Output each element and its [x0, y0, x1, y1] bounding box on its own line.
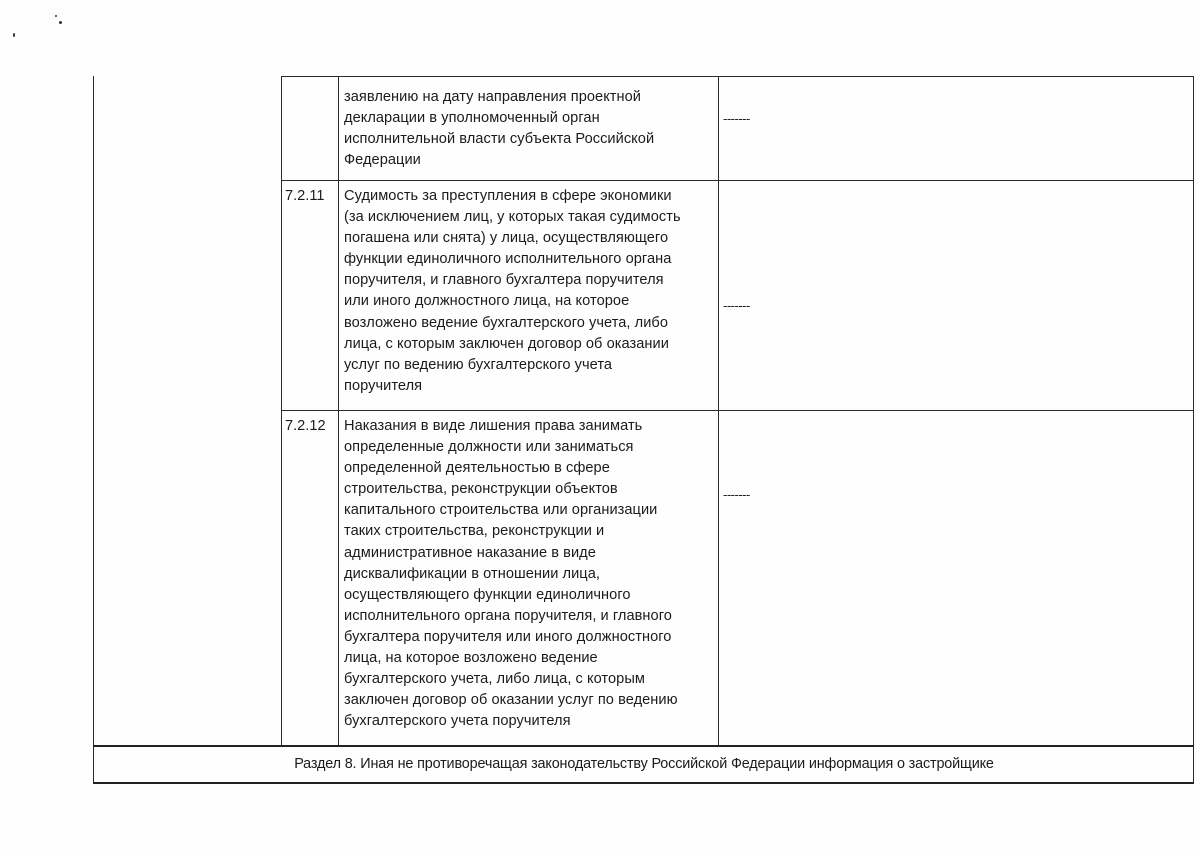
- table-outer-left-border: [93, 76, 94, 784]
- table-right-border: [1193, 76, 1194, 784]
- row-description: Судимость за преступления в сфере экономики (за исключением лиц, у которых такая судимость погашена или снята) у лица, осуществляющего функции единоличного исполнительного органа поручителя, и главного бухгалтера поручителя или иного должностного лица, на которое возложено ведение бухгалтерского учета, либо лица, с которым заключен договор об оказании услуг по ведению бухгалтерского учета поручителя: [344, 188, 681, 394]
- section-8-title: Раздел 8. Иная не противоречащая законодательству Российской Федерации информация о застройщике: [294, 756, 994, 772]
- scan-speck: [59, 21, 62, 24]
- row-description: Наказания в виде лишения права занимать определенные должности или заниматься определенной деятельностью в сфере строительства, реконструкции объектов капитального строительства или организации таких строительства, реконструкции и административное наказание в виде дисквалификации в отношении лица, осуществляющего функции единоличного исполнительного органа поручителя, и главного бухгалтера поручителя или иного должностного лица, на которое возложено ведение бухгалтерского учета, либо лица, с которым заключен договор об оказании услуг по ведению бухгалтерского учета поручителя: [344, 418, 678, 730]
- row-separator: [281, 180, 1194, 181]
- row-top-border: [281, 76, 1194, 77]
- row-separator: [281, 410, 1194, 411]
- scan-speck: [55, 15, 57, 17]
- row-number: 7.2.11: [285, 188, 325, 204]
- row-value: -------: [723, 487, 750, 502]
- row-description: заявлению на дату направления проектной декларации в уполномоченный орган исполнительной власти субъекта Российской Федерации: [344, 89, 655, 169]
- table-bottom-border: [93, 782, 1194, 784]
- row-value: -------: [723, 111, 750, 126]
- section-row-top-border: [93, 745, 1194, 747]
- scan-speck: [13, 33, 15, 37]
- row-value: -------: [723, 298, 750, 313]
- row-number: 7.2.12: [285, 418, 326, 434]
